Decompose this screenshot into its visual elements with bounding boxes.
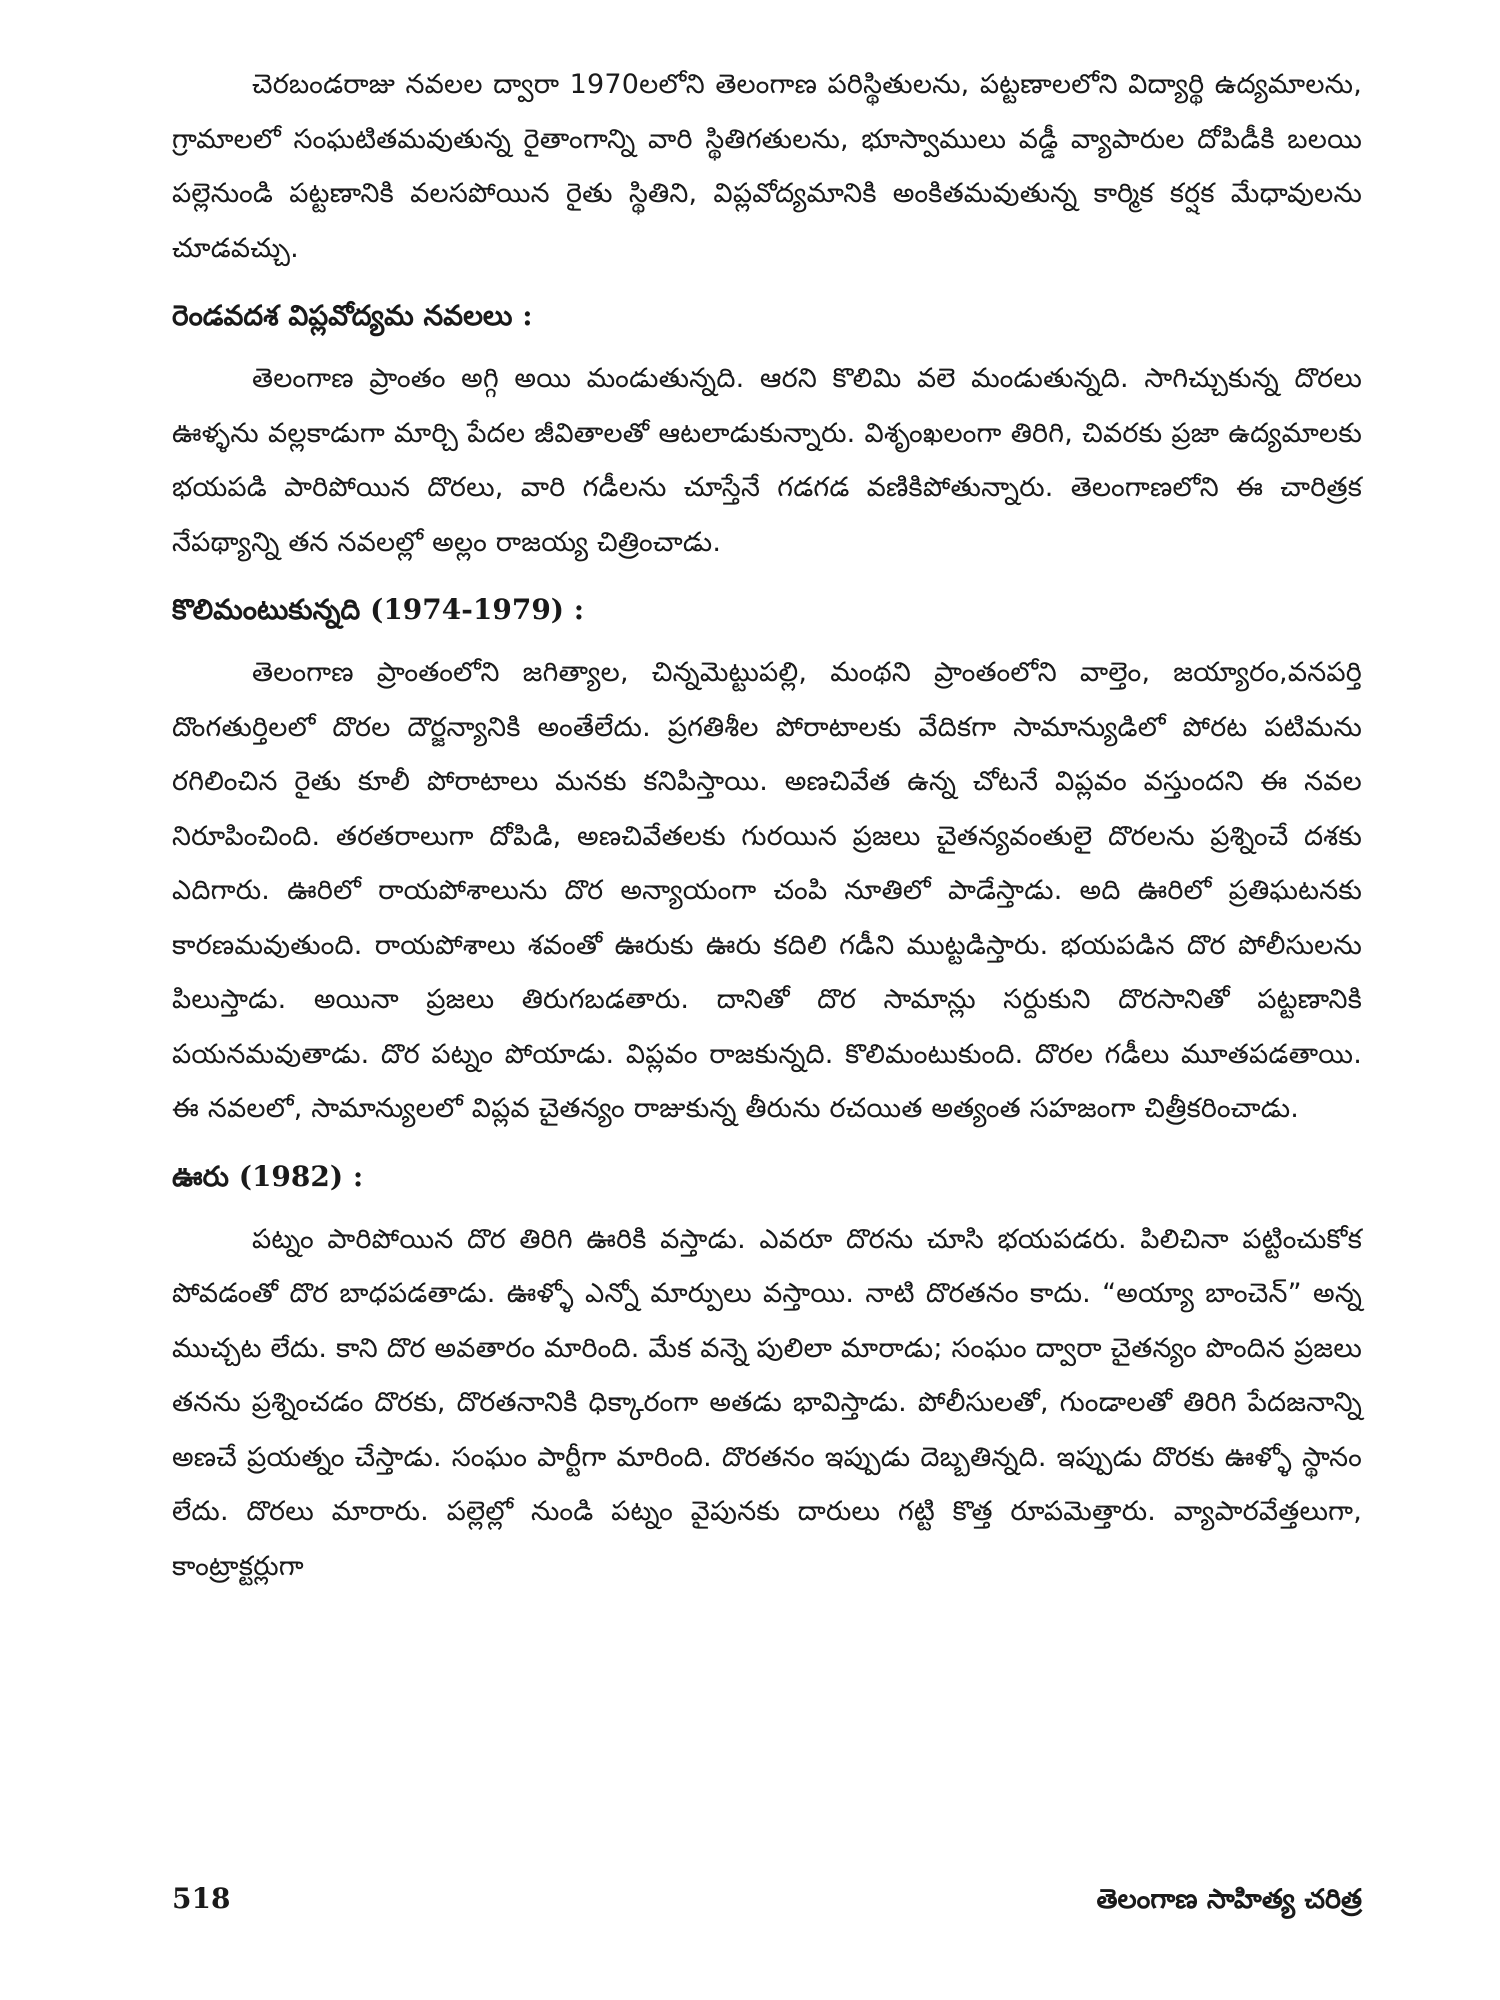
section-heading-ooru: ఊరు (1982) : xyxy=(172,1159,364,1193)
paragraph-cherabanda-raju: చెరబండరాజు నవలల ద్వారా 1970లలోని తెలంగాణ పరిస్థితులను, పట్టణాలలోని విద్యార్థి ఉద్యమాలను, గ్రామాలలో సంఘటితమవుతున్న రైతాంగాన్ని వారి స్థితిగతులను, భూస్వాములు వడ్డీ వ్యాపారుల దోపిడీకి బలయి పల్లెనుండి పట్టణానికి వలసపోయిన రైతు స్థితిని, విప్లవోద్యమానికి అంకితమవుతున్న కార్మిక కర్షక మేధావులను చూడవచ్చు. xyxy=(172,69,1362,264)
page-footer xyxy=(172,1882,1362,1922)
running-book-title: తెలంగాణ సాహిత్య చరిత్ర xyxy=(1096,1884,1362,1915)
paragraph-ooru: పట్నం పారిపోయిన దొర తిరిగి ఊరికి వస్తాడు. ఎవరూ దొరను చూసి భయపడరు. పిలిచినా పట్టించుకోక పోవడంతో దొర బాధపడతాడు. ఊళ్ళో ఎన్నో మార్పులు వస్తాయి. నాటి దొరతనం కాదు. “అయ్యా బాంచెన్” అన్న ముచ్చట లేదు. కాని దొర అవతారం మారింది. మేక వన్నె పులిలా మారాడు; సంఘం ద్వారా చైతన్యం పొందిన ప్రజలు తనను ప్రశ్నించడం దొరకు, దొరతనానికి ధిక్కారంగా అతడు భావిస్తాడు. పోలీసులతో, గుండాలతో తిరిగి పేదజనాన్ని అణచే ప్రయత్నం చేస్తాడు. సంఘం పార్టీగా మారింది. దొరతనం ఇప్పుడు దెబ్బతిన్నది. ఇప్పుడు దొరకు ఊళ్ళో స్థానం లేదు. దొరలు మారారు. పల్లెల్లో నుండి పట్నం వైపునకు దారులు గట్టి కొత్త రూపమెత్తారు. వ్యాపారవేత్తలుగా, కాంట్రాక్టర్లుగా xyxy=(172,1223,1362,1582)
page-number: 518 xyxy=(172,1882,231,1915)
paragraph-telangana-fire: తెలంగాణ ప్రాంతం అగ్గి అయి మండుతున్నది. ఆరని కొలిమి వలె మండుతున్నది. సాగిచ్చుకున్న దొరలు ఊళ్ళను వల్లకాడుగా మార్చి పేదల జీవితాలతో ఆటలాడుకున్నారు. విశృంఖలంగా తిరిగి, చివరకు ప్రజా ఉద్యమాలకు భయపడి పారిపోయిన దొరలు, వారి గడీలను చూస్తేనే గడగడ వణికిపోతున్నారు. తెలంగాణలోని ఈ చారిత్రక నేపథ్యాన్ని తన నవలల్లో అల్లం రాజయ్య చిత్రించాడు. xyxy=(172,363,1362,558)
paragraph-kolimantukunnadi: తెలంగాణ ప్రాంతంలోని జగిత్యాల, చిన్నమెట్టుపల్లి, మంథని ప్రాంతంలోని వాల్తెం, జయ్యారం,వనపర్తి దొంగతుర్తిలలో దొరల దౌర్జన్యానికి అంతేలేదు. ప్రగతిశీల పోరాటాలకు వేదికగా సామాన్యుడిలో పోరట పటిమను రగిలించిన రైతు కూలీ పోరాటాలు మనకు కనిపిస్తాయి. అణచివేత ఉన్న చోటనే విప్లవం వస్తుందని ఈ నవల నిరూపించింది. తరతరాలుగా దోపిడి, అణచివేతలకు గురయిన ప్రజలు చైతన్యవంతులై దొరలను ప్రశ్నించే దశకు ఎదిగారు. ఊరిలో రాయపోశాలును దొర అన్యాయంగా చంపి నూతిలో పాడేస్తాడు. అది ఊరిలో ప్రతిఘటనకు కారణమవుతుంది. రాయపోశాలు శవంతో ఊరుకు ఊరు కదిలి గడీని ముట్టడిస్తారు. భయపడిన దొర పోలీసులను పిలుస్తాడు. అయినా ప్రజలు తిరుగబడతారు. దానితో దొర సామాన్లు సర్దుకుని దొరసానితో పట్టణానికి పయనమవుతాడు. దొర పట్నం పోయాడు. విప్లవం రాజకున్నది. కొలిమంటుకుంది. దొరల గడీలు మూతపడతాయి. ఈ నవలలో, సామాన్యులలో విప్లవ చైతన్యం రాజుకున్న తీరును రచయిత అత్యంత సహజంగా చిత్రీకరించాడు. xyxy=(172,657,1362,1124)
page-body xyxy=(172,58,1362,1594)
section-heading-second-phase: రెండవదశ విప్లవోద్యమ నవలలు : xyxy=(172,299,533,332)
section-heading-kolimantukunnadi: కొలిమంటుకున్నది (1974-1979) : xyxy=(172,593,585,626)
